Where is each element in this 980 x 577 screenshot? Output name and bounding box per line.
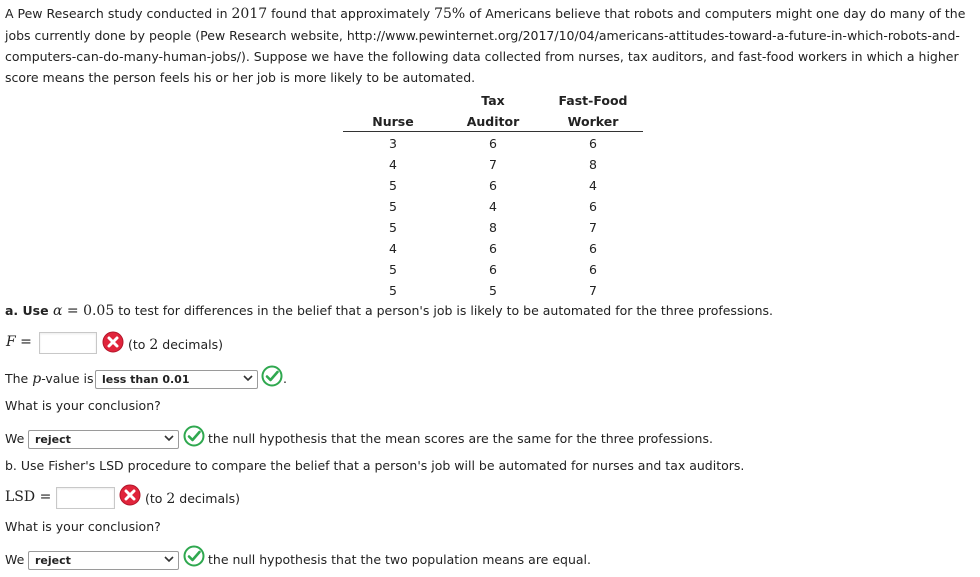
table-cell: 7 <box>589 283 597 298</box>
table-cell: 6 <box>489 241 497 256</box>
part-a-conclusion-select[interactable] <box>28 430 179 449</box>
part-b-prompt <box>5 458 744 473</box>
note-prefix: (to <box>145 491 167 506</box>
p-value-select[interactable] <box>95 370 258 389</box>
chevron-down-icon <box>164 554 174 564</box>
f-label: F = <box>6 334 32 350</box>
part-a-conclusion-question: What is your conclusion? <box>5 398 161 413</box>
part-b-conclusion-text: the null hypothesis that the two population means are equal. <box>208 552 591 567</box>
table-cell: 5 <box>389 199 397 214</box>
check-correct-icon <box>183 545 205 567</box>
table-cell: 4 <box>489 199 497 214</box>
table-cell: 5 <box>489 283 497 298</box>
table-cell: 3 <box>389 136 397 151</box>
x-error-icon <box>102 331 124 353</box>
table-header-rule <box>343 131 643 132</box>
part-b-conclusion-question: What is your conclusion? <box>5 519 161 534</box>
intro-percent: 75% <box>434 6 466 22</box>
part-a-prefix: a. Use <box>5 303 53 318</box>
table-cell: 6 <box>589 262 597 277</box>
note-prefix: (to <box>128 337 150 352</box>
table-cell: 6 <box>489 136 497 151</box>
table-cell: 7 <box>589 220 597 235</box>
table-cell: 7 <box>489 157 497 172</box>
table-cell: 6 <box>589 241 597 256</box>
alpha-value: 0.05 <box>83 303 115 319</box>
p-prefix: The <box>5 371 33 386</box>
table-cell: 4 <box>589 178 597 193</box>
intro-text-2: found that approximately <box>267 6 435 21</box>
table-cell: 6 <box>589 199 597 214</box>
header-fastfood-line1: Fast-Food <box>558 93 628 108</box>
part-b-text: b. Use Fisher's LSD procedure to compare the belief that a person's job will be automated for nurses and tax auditors. <box>5 458 745 473</box>
chevron-down-icon <box>164 433 174 443</box>
table-cell: 4 <box>389 157 397 172</box>
part-a-we: We <box>5 431 25 446</box>
p-suffix: -value is <box>41 371 94 386</box>
part-b-we: We <box>5 552 25 567</box>
check-correct-icon <box>183 425 205 447</box>
table-cell: 6 <box>489 178 497 193</box>
note-num: 2 <box>166 491 176 507</box>
table-cell: 8 <box>589 157 597 172</box>
part-a-conclusion-selected: reject <box>35 433 71 446</box>
table-cell: 4 <box>389 241 397 256</box>
chevron-down-icon <box>243 373 253 383</box>
intro-text-1: A Pew Research study conducted in <box>5 6 232 21</box>
header-tax-line1: Tax <box>481 93 505 108</box>
note-suffix: decimals) <box>175 491 240 506</box>
part-a-conclusion-text: the null hypothesis that the mean scores are the same for the three professions. <box>208 431 713 446</box>
alpha-symbol: α = <box>52 303 84 319</box>
part-b-conclusion-selected: reject <box>35 554 71 567</box>
p-value-period: . <box>283 371 287 386</box>
header-fastfood-worker: Worker <box>567 114 619 129</box>
x-error-icon <box>119 484 141 506</box>
part-a-prompt <box>5 303 773 319</box>
table-cell: 6 <box>589 136 597 151</box>
table-cell: 8 <box>489 220 497 235</box>
lsd-decimals-note <box>145 491 240 507</box>
note-suffix: decimals) <box>158 337 223 352</box>
table-cell: 6 <box>489 262 497 277</box>
p-value-label <box>5 371 93 387</box>
part-b-conclusion-select[interactable] <box>28 551 179 570</box>
note-num: 2 <box>149 337 159 353</box>
lsd-input[interactable] <box>56 487 115 509</box>
f-stat-input[interactable] <box>39 332 97 354</box>
lsd-label: LSD = <box>5 489 52 505</box>
table-cell: 5 <box>389 220 397 235</box>
header-nurse: Nurse <box>372 114 414 129</box>
problem-intro <box>5 3 973 88</box>
table-cell: 5 <box>389 178 397 193</box>
check-correct-icon <box>261 365 283 387</box>
part-a-text: to test for differences in the belief that a person's job is likely to be automated for the three professions. <box>114 303 773 318</box>
f-decimals-note <box>128 337 223 353</box>
p-symbol: p <box>32 371 42 387</box>
table-cell: 5 <box>389 262 397 277</box>
p-value-selected: less than 0.01 <box>102 373 190 386</box>
intro-year: 2017 <box>231 6 268 22</box>
intro-text-3: of Americans believe that robots and computers might one day do many of the jobs currently done by people (Pew Research website, http://www.pewinternet.org/2017/10/04/americans-attitudes-toward-a-future-in-which-robots-and-computers-can-do-many-human-jobs/). Suppose we have the following data collected from nurses, tax auditors, and fast-food workers in which a higher score means the person feels his or her job is more likely to be automated. <box>5 6 966 85</box>
header-tax-auditor: Auditor <box>466 114 520 129</box>
table-cell: 5 <box>389 283 397 298</box>
